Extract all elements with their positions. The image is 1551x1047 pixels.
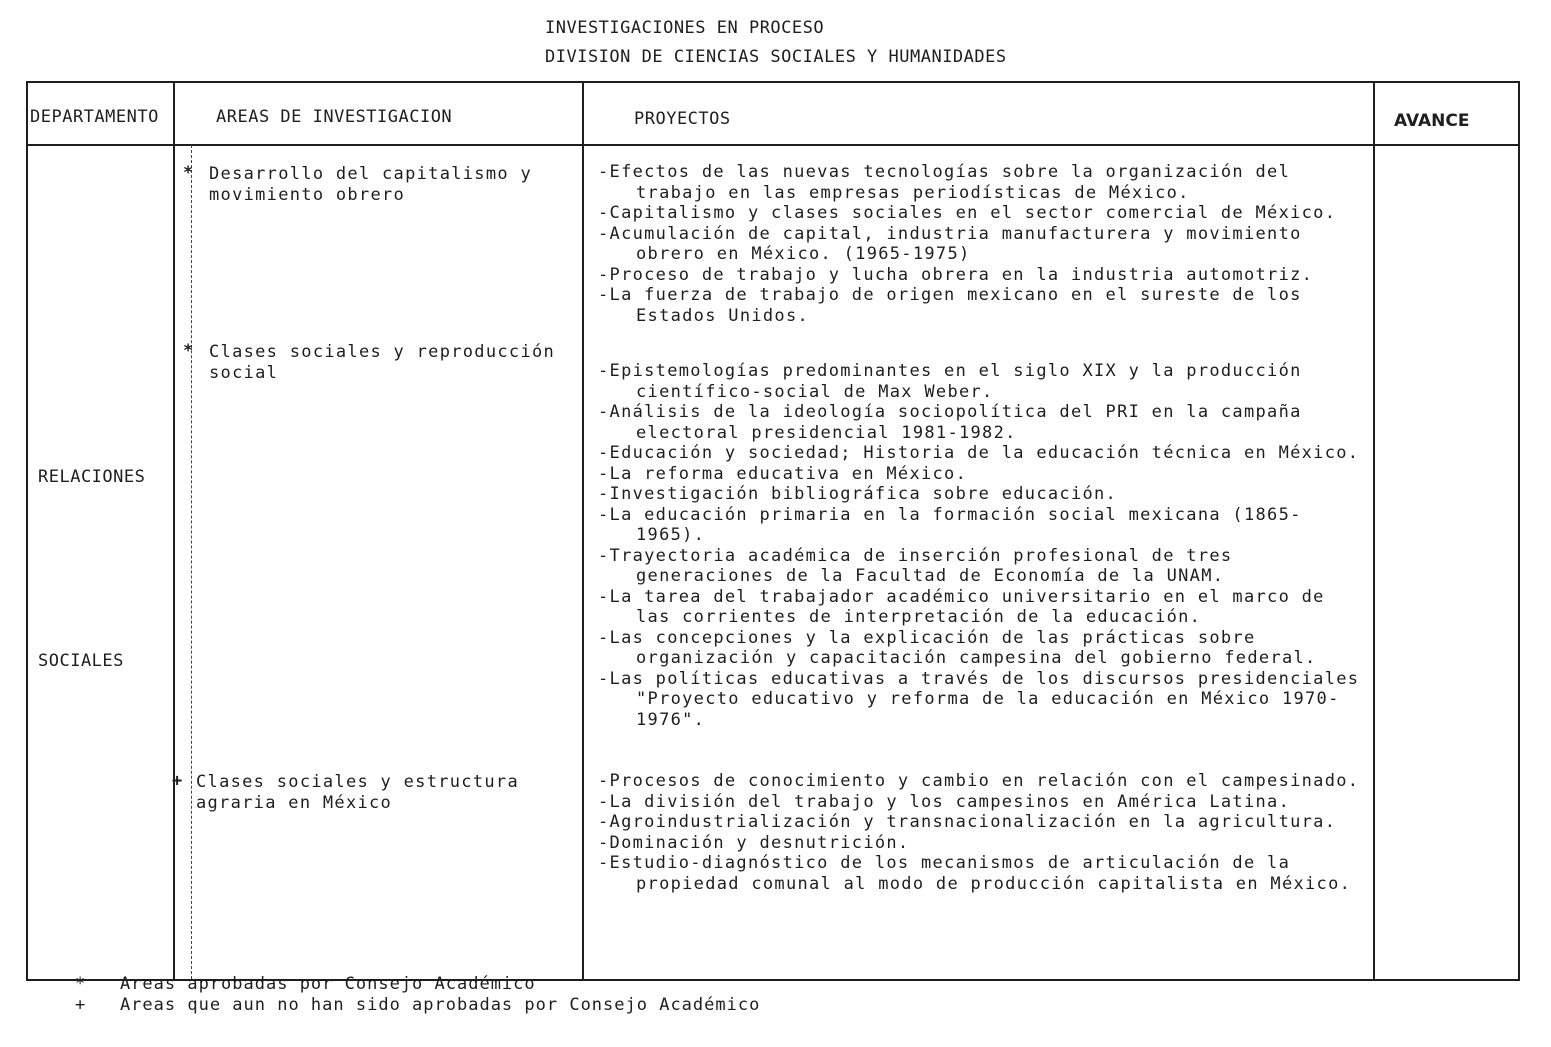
department-name-line2: SOCIALES (38, 651, 124, 671)
project-item: - Agroindustrialización y transnacionalización en la agricultura. (588, 812, 1368, 833)
area-title: Clases sociales y reproducción social (209, 342, 556, 383)
header-avance: AVANCE (1394, 111, 1470, 131)
project-list (588, 162, 1368, 326)
project-list (588, 361, 1368, 730)
project-item: - La división del trabajo y los campesinos en América Latina. (588, 792, 1368, 813)
column-divider-dept (173, 83, 175, 979)
header-departamento: DEPARTAMENTO (30, 107, 159, 127)
project-item: - La reforma educativa en México. (588, 464, 1368, 485)
approval-mark: * (183, 341, 194, 361)
project-item: - Procesos de conocimiento y cambio en relación con el campesinado. (588, 771, 1368, 792)
project-list (588, 771, 1368, 894)
project-item: - Trayectoria académica de inserción profesional de tres generaciones de la Facultad de Economía de la UNAM. (588, 546, 1368, 587)
project-item: - Efectos de las nuevas tecnologías sobre la organización del trabajo en las empresas periodísticas de México. (588, 162, 1368, 203)
footnote-approved: * Areas aprobadas por Consejo Académico (75, 974, 536, 994)
project-item: - Análisis de la ideología sociopolítica del PRI en la campaña electoral presidencial 1981-1982. (588, 402, 1368, 443)
project-item: - Acumulación de capital, industria manufacturera y movimiento obrero en México. (1965-1975) (588, 224, 1368, 265)
project-item: - Proceso de trabajo y lucha obrera en la industria automotriz. (588, 265, 1368, 286)
project-item: - Capitalismo y clases sociales en el sector comercial de México. (588, 203, 1368, 224)
project-item: - Investigación bibliográfica sobre educación. (588, 484, 1368, 505)
project-item: - Epistemologías predominantes en el siglo XIX y la producción científico-social de Max Weber. (588, 361, 1368, 402)
document-title: INVESTIGACIONES EN PROCESO (545, 18, 825, 38)
project-item: - Dominación y desnutrición. (588, 833, 1368, 854)
project-item: - La educación primaria en la formación social mexicana (1865-1965). (588, 505, 1368, 546)
header-proyectos: PROYECTOS (634, 109, 731, 129)
header-divider (28, 144, 1518, 146)
footnote-not-approved: + Areas que aun no han sido aprobadas por Consejo Académico (75, 995, 761, 1015)
header-areas: AREAS DE INVESTIGACION (216, 107, 453, 127)
project-item: - Estudio-diagnóstico de los mecanismos de articulación de la propiedad comunal al modo de producción capitalista en México. (588, 853, 1368, 894)
research-table (26, 81, 1520, 981)
project-item: - Las concepciones y la explicación de las prácticas sobre organización y capacitación campesina del gobierno federal. (588, 628, 1368, 669)
column-divider-areas (582, 83, 584, 979)
pending-mark: + (172, 771, 183, 791)
area-title: Clases sociales y estructura agraria en México (196, 772, 519, 813)
column-divider-projects (1373, 83, 1375, 979)
department-name-line1: RELACIONES (38, 467, 146, 487)
project-item: - Educación y sociedad; Historia de la educación técnica en México. (588, 443, 1368, 464)
column-divider-marks (191, 145, 192, 979)
document-subtitle: DIVISION DE CIENCIAS SOCIALES Y HUMANIDADES (545, 47, 1007, 67)
project-item: - La tarea del trabajador académico universitario en el marco de las corrientes de interpretación de la educación. (588, 587, 1368, 628)
project-item: - Las políticas educativas a través de los discursos presidenciales "Proyecto educativo y reforma de la educación en México 1970-1976". (588, 669, 1368, 731)
project-item: - La fuerza de trabajo de origen mexicano en el sureste de los Estados Unidos. (588, 285, 1368, 326)
area-title: Desarrollo del capitalismo y movimiento obrero (209, 164, 532, 205)
approval-mark: * (183, 163, 194, 183)
